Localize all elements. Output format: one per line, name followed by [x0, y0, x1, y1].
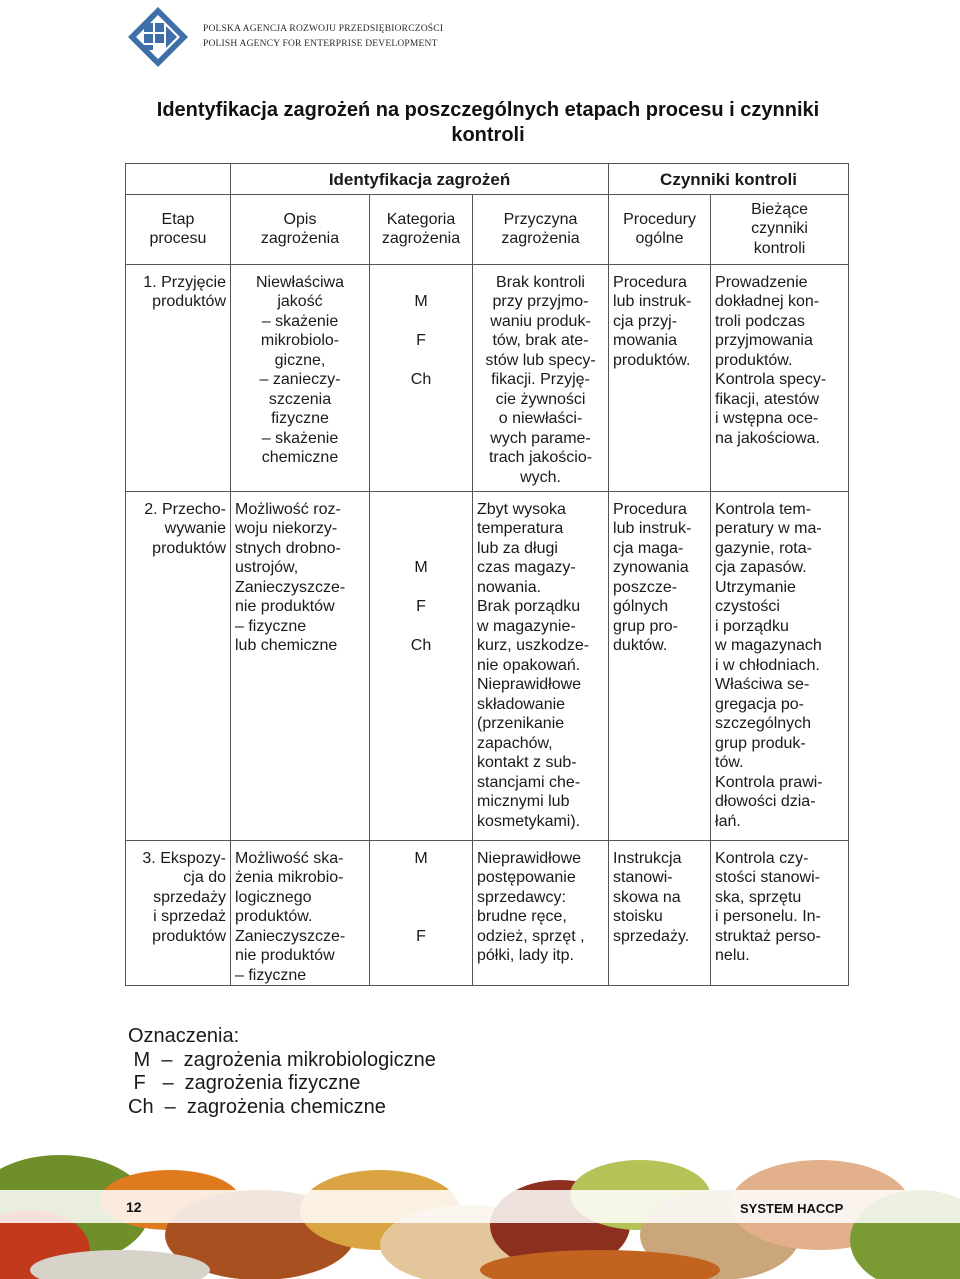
- procedures-text: Procedura lub instruk- cja maga- zynowania poszcze- gólnych grup pro- duktów.: [613, 500, 692, 654]
- legend-item: F – zagrożenia fizyczne: [128, 1072, 361, 1094]
- controls-text: Kontrola czy- stości stanowi- ska, sprzętu i personelu. In- struktaż perso- nelu.: [715, 849, 821, 964]
- legend-item: Ch – zagrożenia chemiczne: [128, 1095, 386, 1118]
- procedures-cell: [609, 264, 711, 491]
- description-text: Niewłaściwa jakość – skażenie mikrobiolo- giczne, – zanieczy- szczenia fizyczne – skażenie chemiczne: [255, 273, 345, 466]
- cause-text: Zbyt wysoka temperatura lub za długi czas magazy- nowania. Brak porządku w magazynie- kurz, uszkodze- nie opakowań. Nieprawidłowe składowanie (przenikanie zapachów, kontakt z sub- stancjami che- micznymi lub kosmetykami).: [477, 500, 590, 830]
- category-text: M F: [414, 849, 428, 945]
- cause-cell: [473, 264, 609, 491]
- col-controls-label: Bieżące czynniki kontroli: [751, 200, 808, 257]
- description-cell: [231, 264, 370, 491]
- stage-text: 3. Ekspozy- cja do sprzedaży i sprzedaż produktów: [142, 849, 226, 945]
- col-stage-label: Etap procesu: [149, 210, 207, 247]
- stage-cell: [126, 264, 231, 491]
- col-description-label: Opis zagrożenia: [260, 210, 340, 247]
- cause-cell: [473, 840, 609, 986]
- category-cell: [370, 264, 473, 491]
- col-stage: [126, 194, 231, 264]
- agency-name-en: POLISH AGENCY FOR ENTERPRISE DEVELOPMENT: [203, 39, 438, 49]
- cause-cell: [473, 491, 609, 840]
- stage-cell: [126, 840, 231, 986]
- table-row: [126, 491, 849, 840]
- description-cell: [231, 840, 370, 986]
- col-cause: [473, 194, 609, 264]
- description-text: Możliwość ska- żenia mikrobio- logicznego produktów. Zanieczyszcze- nie produktów – fizyczne: [235, 849, 346, 984]
- col-category: [370, 194, 473, 264]
- cause-text: Nieprawidłowe postępowanie sprzedawcy: brudne ręce, odzież, sprzęt , półki, lady itp.: [477, 849, 585, 964]
- agency-name-pl: POLSKA AGENCJA ROZWOJU PRZEDSIĘBIORCZOŚCI: [203, 24, 444, 34]
- procedures-text: Instrukcja stanowi- skowa na stoisku sprzedaży.: [613, 849, 690, 945]
- stage-text: 1. Przyjęcie produktów: [143, 273, 226, 310]
- table-row: [126, 840, 849, 986]
- legend-item: M – zagrożenia mikrobiologiczne: [128, 1048, 436, 1071]
- category-cell: [370, 491, 473, 840]
- group-hazard-identification: Identyfikacja zagrożeń: [231, 164, 609, 195]
- group-empty: [126, 164, 231, 195]
- stage-text: 2. Przecho- wywanie produktów: [144, 500, 226, 557]
- col-controls: [711, 194, 849, 264]
- col-description: [231, 194, 370, 264]
- table-row: [126, 264, 849, 491]
- page-title: Identyfikacja zagrożeń na poszczególnych etapach procesu i czynniki kontroli: [156, 99, 820, 146]
- page-number: 12: [126, 1199, 142, 1215]
- group-header-row: [126, 164, 849, 195]
- hazard-table: [125, 163, 849, 986]
- column-header-row: [126, 194, 849, 264]
- category-cell: [370, 840, 473, 986]
- col-procedures-label: Procedury ogólne: [623, 210, 696, 247]
- controls-cell: [711, 264, 849, 491]
- controls-cell: [711, 491, 849, 840]
- legend: [128, 1025, 436, 1119]
- procedures-cell: [609, 491, 711, 840]
- cause-text: Brak kontroli przy przyjmo- waniu produk- tów, brak ate- stów lub specy- fikacji. Przyję- cie żywności o niewłaści- wych parame- trach jakościo- wych.: [485, 273, 596, 486]
- legend-heading: Oznaczenia:: [128, 1025, 240, 1047]
- col-cause-label: Przyczyna zagrożenia: [501, 210, 580, 247]
- controls-text: Kontrola tem- peratury w ma- gazynie, rota- cja zapasów. Utrzymanie czystości i porządku w magazynach i w chłodniach. Właściwa se- gregacja po- szczególnych grup produk- tów. Kontrola prawi- dłowości dzia- łań.: [715, 500, 823, 830]
- description-cell: [231, 491, 370, 840]
- stage-cell: [126, 491, 231, 840]
- procedures-cell: [609, 840, 711, 986]
- description-text: Możliwość roz- woju niekorzy- stnych drobno- ustrojów, Zanieczyszcze- nie produktów – fizyczne lub chemiczne: [235, 500, 346, 654]
- controls-text: Prowadzenie dokładnej kon- troli podczas przyjmowania produktów. Kontrola specy- fikacji, atestów i wstępna oce- na jakościowa.: [715, 273, 827, 447]
- col-procedures: [609, 194, 711, 264]
- procedures-text: Procedura lub instruk- cja przyj- mowania produktów.: [613, 273, 692, 369]
- agency-logo: [127, 6, 189, 68]
- agency-name: [203, 22, 443, 52]
- category-text: M F Ch: [410, 293, 432, 388]
- controls-cell: [711, 840, 849, 986]
- group-control-factors: Czynniki kontroli: [609, 164, 849, 195]
- col-category-label: Kategoria zagrożenia: [381, 210, 461, 247]
- category-text: M F Ch: [410, 559, 432, 654]
- footer-title: SYSTEM HACCP: [740, 1201, 844, 1216]
